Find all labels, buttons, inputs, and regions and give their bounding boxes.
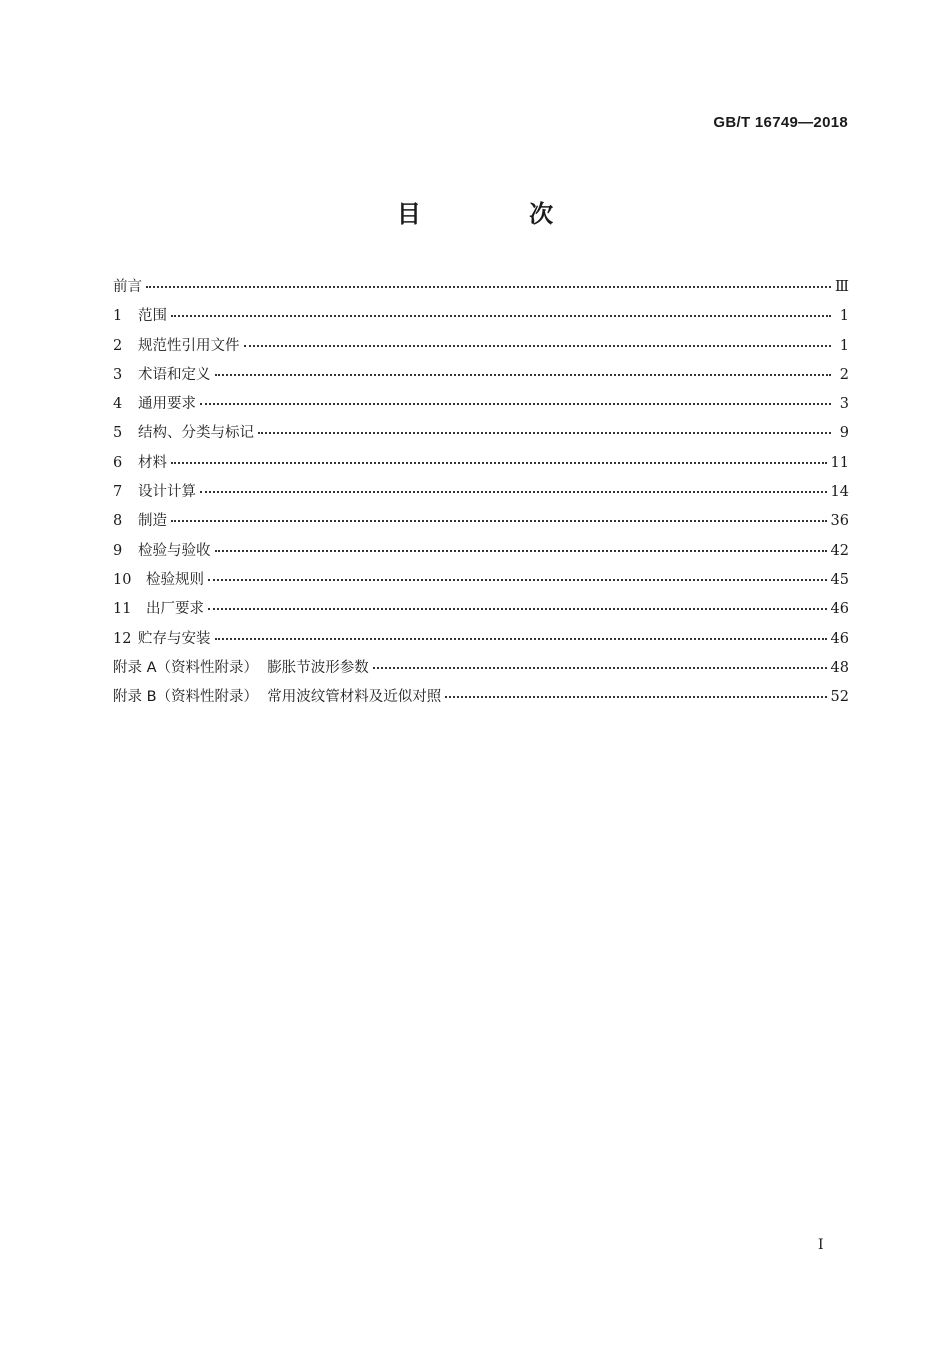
toc-entry-4[interactable] [113, 392, 849, 421]
toc-label: 通用要求 [138, 396, 196, 413]
toc-label: 术语和定义 [138, 366, 211, 383]
toc-entry-9[interactable] [113, 539, 849, 568]
toc-leader [171, 460, 827, 464]
toc-leader [215, 372, 832, 376]
toc-section-number: 1 [113, 308, 123, 325]
toc-page-number: 14 [830, 484, 849, 501]
toc-label: 材料 [138, 454, 167, 471]
page-number: I [818, 1237, 824, 1253]
toc-label: 制造 [138, 513, 167, 530]
toc-label: 贮存与安装 [138, 630, 211, 647]
toc-entry-8[interactable] [113, 509, 849, 538]
toc-entry-11[interactable] [113, 597, 849, 626]
toc-section-number: 2 [113, 337, 123, 354]
toc-leader [171, 518, 827, 522]
toc-section-number: 4 [113, 396, 123, 413]
toc-entry-12[interactable] [113, 627, 849, 656]
toc-entry-foreword[interactable] [113, 275, 849, 304]
toc-label: 规范性引用文件 [138, 337, 240, 354]
toc-page-number: 46 [830, 601, 849, 618]
toc-section-number: 7 [113, 484, 123, 501]
toc-page-number: 45 [830, 571, 849, 588]
toc-page-number: 46 [830, 630, 849, 647]
toc-page-number: 52 [830, 689, 849, 706]
toc-label: 出厂要求 [146, 601, 204, 618]
toc-leader [200, 401, 831, 405]
toc-section-number: 5 [113, 425, 123, 442]
toc-label: 附录 B（资料性附录） 常用波纹管材料及近似对照 [113, 689, 442, 706]
toc-page-number: 2 [839, 366, 849, 383]
toc-leader [146, 284, 831, 288]
toc-section-number: 8 [113, 513, 123, 530]
toc-page-number: 1 [839, 308, 849, 325]
toc-entry-2[interactable] [113, 334, 849, 363]
toc-label: 检验与验收 [138, 542, 211, 559]
page-title: 目 次 [396, 200, 604, 228]
toc-label: 结构、分类与标记 [138, 425, 254, 442]
toc-section-number: 6 [113, 454, 123, 471]
toc-label: 范围 [138, 308, 167, 325]
toc-page-number: 3 [839, 396, 849, 413]
toc-page-number: Ⅲ [835, 279, 849, 295]
toc-entry-appendix-b[interactable] [113, 685, 849, 714]
toc-page-number: 48 [830, 659, 849, 676]
toc-entry-3[interactable] [113, 363, 849, 392]
toc-leader [215, 636, 827, 640]
toc-leader [258, 430, 831, 434]
toc-leader [373, 665, 827, 669]
toc-section-number: 9 [113, 542, 123, 559]
toc-label: 检验规则 [146, 571, 204, 588]
toc-label: 设计计算 [138, 484, 196, 501]
toc-label: 附录 A（资料性附录） 膨胀节波形参数 [113, 659, 369, 676]
toc-page-number: 11 [830, 454, 849, 471]
toc-leader [171, 313, 831, 317]
toc-page-number: 36 [830, 513, 849, 530]
toc-page-number: 42 [830, 542, 849, 559]
toc-entry-10[interactable] [113, 568, 849, 597]
toc-leader [445, 694, 826, 698]
toc-leader [200, 489, 827, 493]
toc-section-number: 12 [113, 630, 132, 647]
toc-entry-5[interactable] [113, 421, 849, 450]
toc-label: 前言 [113, 279, 142, 295]
toc-entry-7[interactable] [113, 480, 849, 509]
toc-section-number: 11 [113, 601, 132, 618]
toc-entry-1[interactable] [113, 304, 849, 333]
toc-leader [208, 606, 827, 610]
toc-section-number: 10 [113, 571, 132, 588]
table-of-contents [113, 275, 849, 714]
toc-leader [215, 548, 827, 552]
toc-section-number: 3 [113, 366, 123, 383]
toc-page-number: 9 [839, 425, 849, 442]
standard-code: GB/T 16749—2018 [713, 114, 848, 131]
toc-page-number: 1 [839, 337, 849, 354]
toc-entry-6[interactable] [113, 451, 849, 480]
toc-leader [244, 343, 832, 347]
toc-entry-appendix-a[interactable] [113, 656, 849, 685]
toc-leader [208, 577, 827, 581]
